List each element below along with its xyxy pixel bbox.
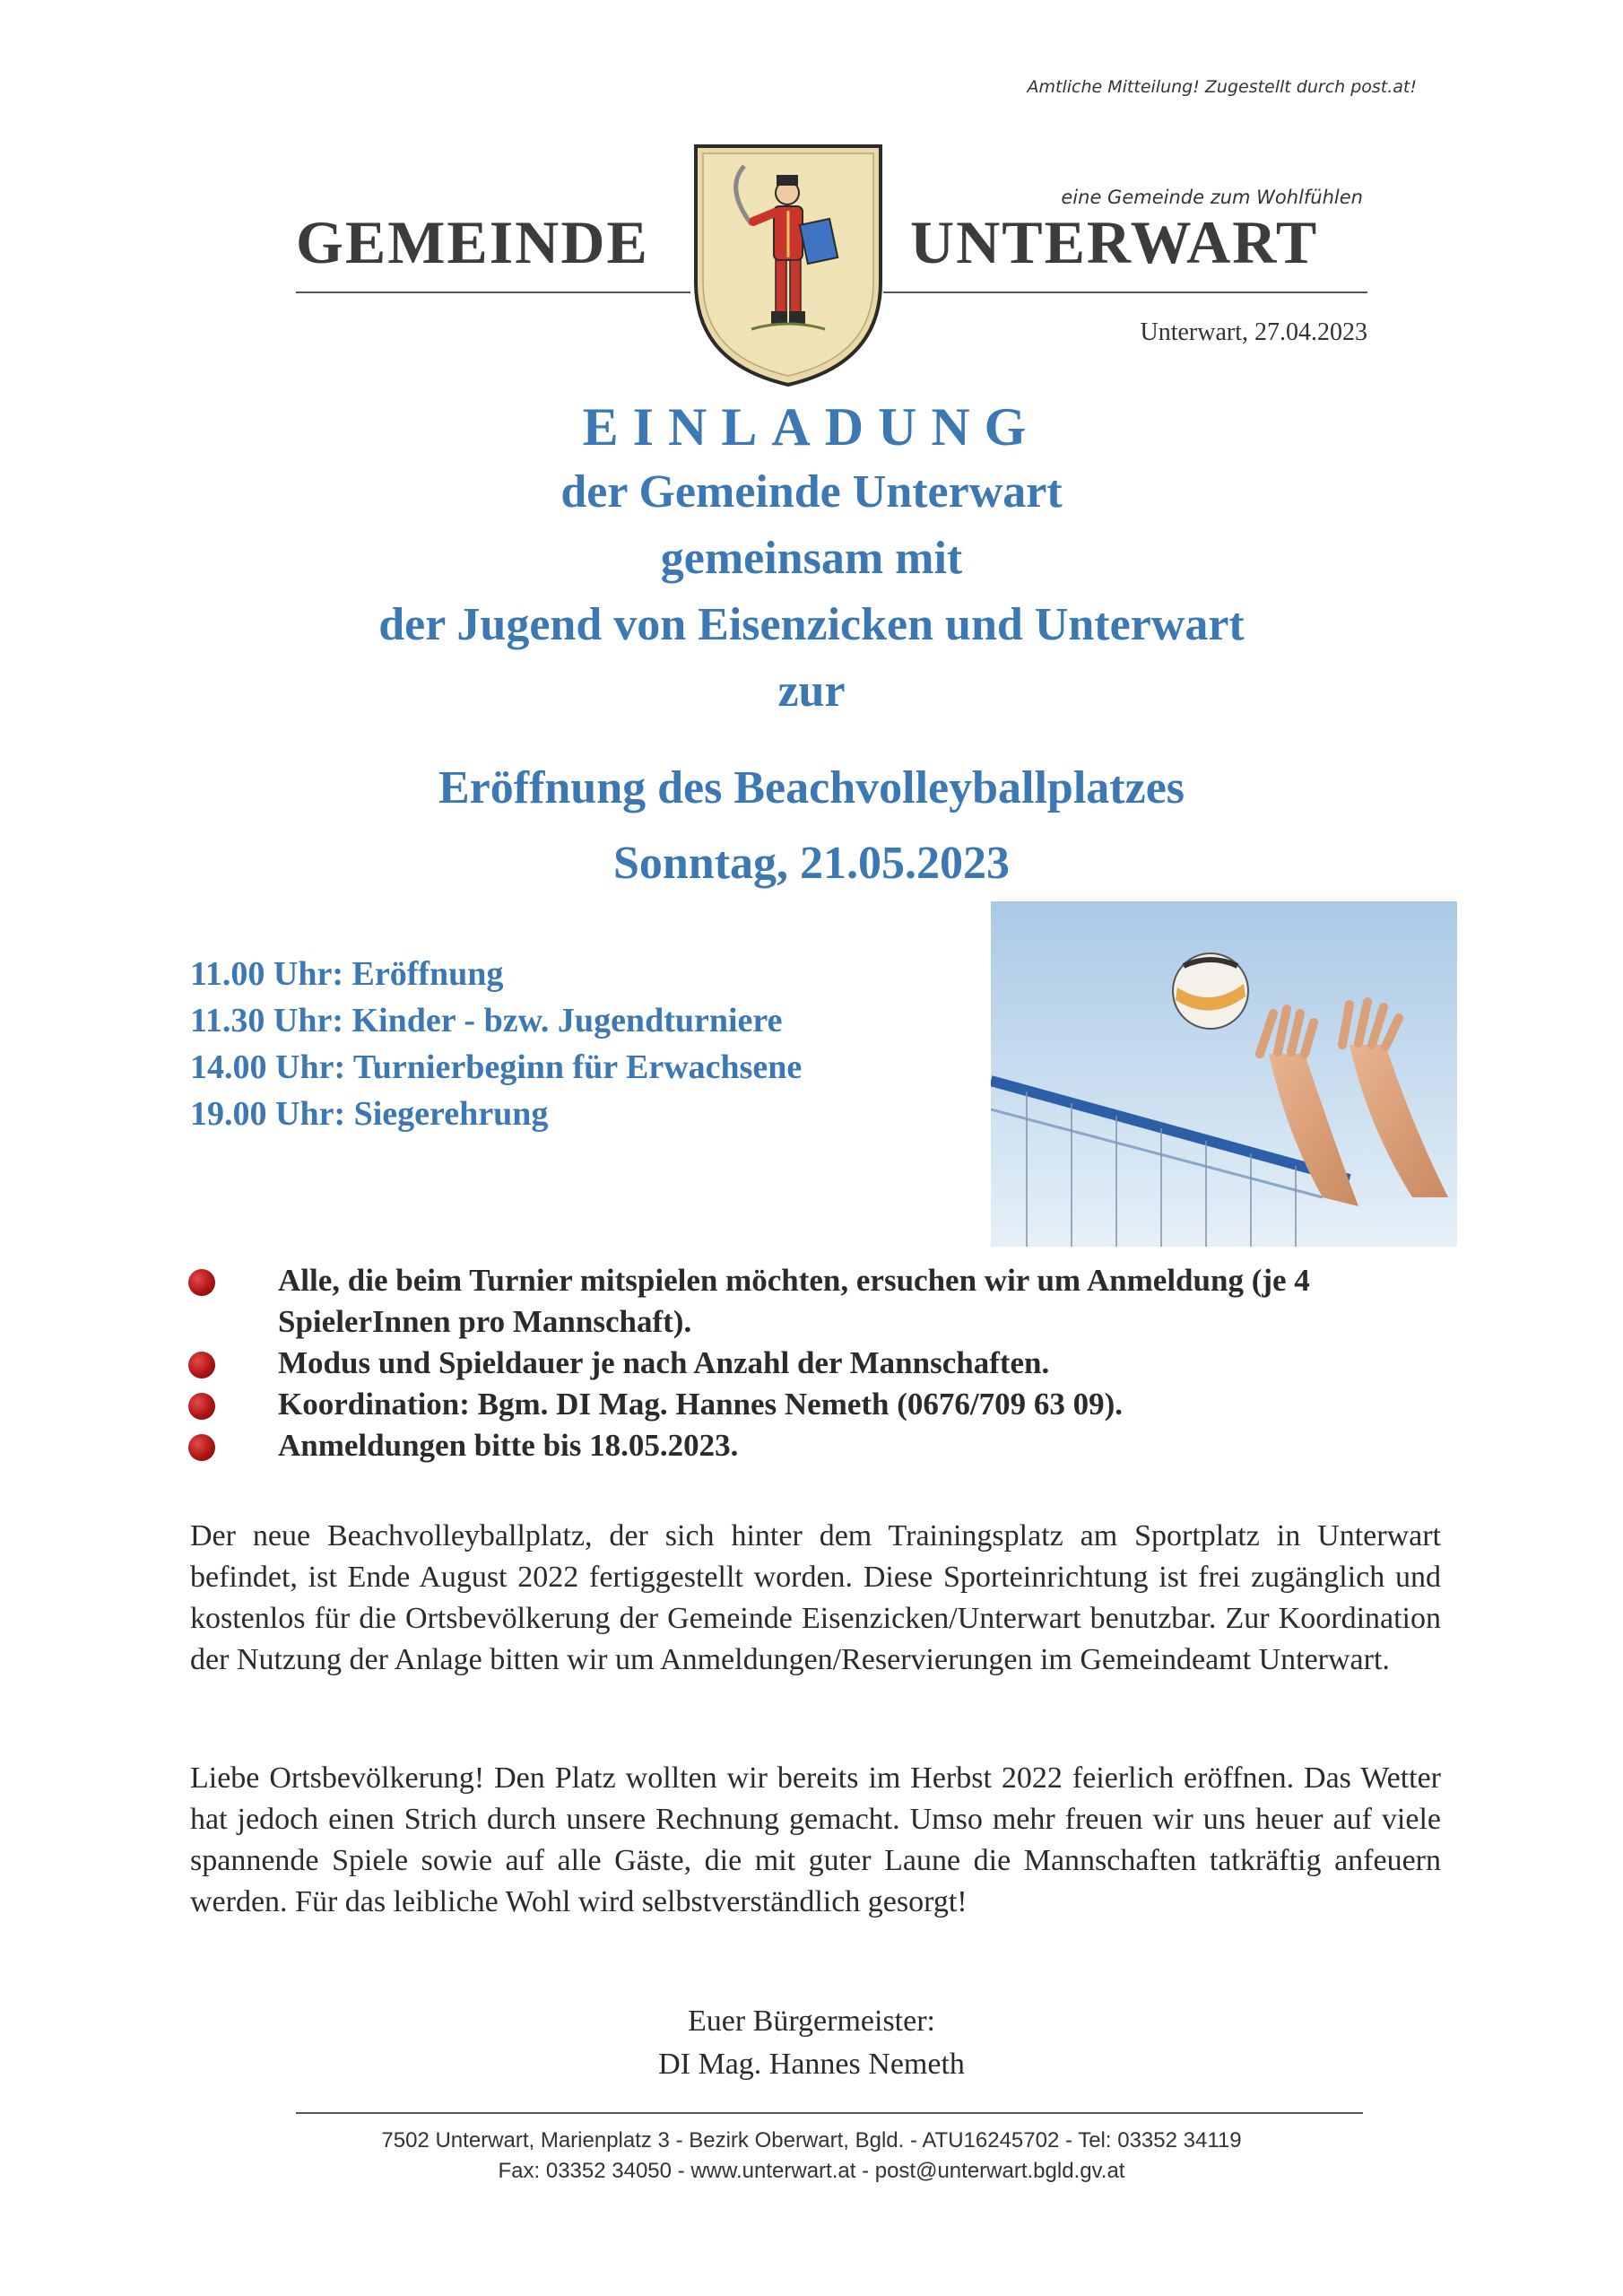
bullet-item xyxy=(188,1384,1462,1425)
event-title: Eröffnung des Beachvolleyballplatzes xyxy=(438,762,1185,813)
footer xyxy=(0,2126,1623,2187)
schedule-item: 19.00 Uhr: Siegerehrung xyxy=(190,1095,549,1133)
bullet-item xyxy=(188,1425,1462,1466)
footer-rule xyxy=(296,2112,1363,2114)
header-rule-left xyxy=(296,291,690,293)
header-rule-right xyxy=(883,291,1367,293)
invitation-line-4: zur xyxy=(777,665,846,717)
invitation-title xyxy=(0,395,1623,725)
beach-volleyball-photo xyxy=(991,901,1457,1247)
brand-left-word: GEMEINDE xyxy=(296,208,649,276)
footer-contact: Fax: 03352 34050 - www.unterwart.at - post@unterwart.bgld.gv.at xyxy=(498,2159,1125,2183)
official-notice: Amtliche Mitteilung! Zugestellt durch post.at! xyxy=(1027,77,1417,97)
schedule-item: 11.30 Uhr: Kinder - bzw. Jugendturniere xyxy=(190,1002,783,1039)
bullet-item xyxy=(188,1343,1462,1384)
bullet-dot-icon xyxy=(188,1352,215,1378)
bullet-item xyxy=(188,1260,1462,1343)
bullet-dot-icon xyxy=(188,1393,215,1420)
issue-date: Unterwart, 27.04.2023 xyxy=(1140,318,1367,346)
bullet-dot-icon xyxy=(188,1434,215,1461)
schedule-item: 14.00 Uhr: Turnierbeginn für Erwachsene xyxy=(190,1048,803,1086)
tagline: eine Gemeinde zum Wohlfühlen xyxy=(1061,187,1363,208)
schedule-list xyxy=(190,951,802,1137)
bullet-text: Anmeldungen bitte bis 18.05.2023. xyxy=(278,1428,739,1463)
footer-address: 7502 Unterwart, Marienplatz 3 - Bezirk Oberwart, Bgld. - ATU16245702 - Tel: 03352 34119 xyxy=(381,2128,1242,2152)
schedule-item: 11.00 Uhr: Eröffnung xyxy=(190,955,504,993)
signature-block xyxy=(0,2000,1623,2086)
bullet-text: Alle, die beim Turnier mitspielen möchten, ersuchen wir um Anmeldung (je 4 SpielerInnen pro Mannschaft). xyxy=(278,1263,1310,1339)
invitation-heading: EINLADUNG xyxy=(582,397,1041,457)
invitation-line-2: gemeinsam mit xyxy=(660,533,963,584)
bullet-dot-icon xyxy=(188,1269,215,1296)
event-date: Sonntag, 21.05.2023 xyxy=(612,838,1011,889)
coat-of-arms-icon xyxy=(689,139,888,390)
signature-name: DI Mag. Hannes Nemeth xyxy=(658,2048,965,2081)
signature-greeting: Euer Bürgermeister: xyxy=(687,2005,935,2038)
bullet-text: Modus und Spieldauer je nach Anzahl der Mannschaften. xyxy=(278,1345,1050,1380)
event-block xyxy=(0,755,1623,897)
body-paragraph-2: Liebe Ortsbevölkerung! Den Platz wollten wir bereits im Herbst 2022 feierlich eröffnen. Das Wetter hat jedoch einen Strich durch unsere Rechnung gemacht. Umso mehr freuen wir uns heuer auf viele spannende Spiele sowie auf alle Gäste, die mit guter Laune die Mannschaften tatkräftig anfeuern werden. Für das leibliche Wohl wird selbstverständlich gesorgt! xyxy=(190,1761,1441,1918)
invitation-line-3: der Jugend von Eisenzicken und Unterwart xyxy=(378,599,1245,650)
bullet-text: Koordination: Bgm. DI Mag. Hannes Nemeth (0676/709 63 09). xyxy=(278,1387,1124,1422)
info-bullets xyxy=(188,1260,1462,1466)
invitation-line-1: der Gemeinde Unterwart xyxy=(560,466,1063,517)
body-paragraph-1: Der neue Beachvolleyballplatz, der sich hinter dem Trainingsplatz am Sportplatz in Unterwart befindet, ist Ende August 2022 fertiggestellt worden. Diese Sporteinrichtung ist frei zugänglich und kostenlos für die Ortsbevölkerung der Gemeinde Eisenzicken/Unterwart benutzbar. Zur Koordination der Nutzung der Anlage bitten wir um Anmeldungen/Reservierungen im Gemeindeamt Unterwart. xyxy=(190,1519,1441,1676)
brand-right-word: UNTERWART xyxy=(910,208,1319,276)
